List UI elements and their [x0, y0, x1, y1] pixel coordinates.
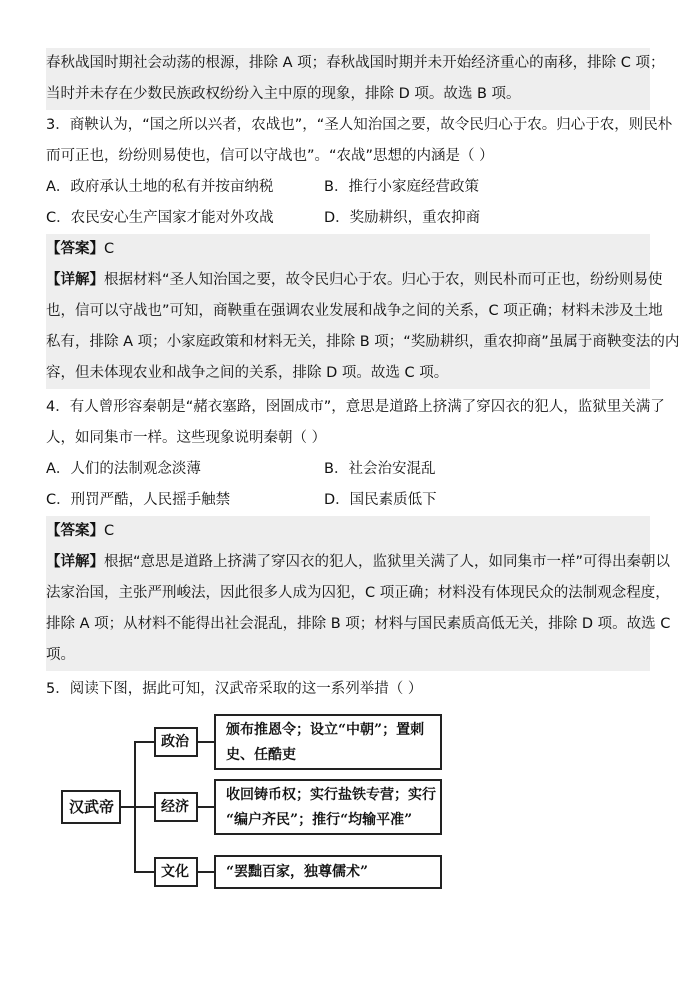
diagram-economy-content: [214, 779, 442, 835]
question-stem-line: 3．商鞅认为，“国之所以兴者，农战也”，“圣人知治国之要，故令民归心于农。归心于农，则民朴: [46, 117, 673, 133]
question-stem-line: 4．有人曾形容秦朝是“赭衣塞路，囹圄成市”，意思是道路上挤满了穿囚衣的犯人，监狱里关满了: [46, 399, 665, 415]
q4-detail-line: 项。: [46, 647, 75, 663]
q3-detail-line: 容，但未体现农业和战争之间的关系，排除 D 项。故选 C 项。: [46, 365, 449, 381]
q3-option-b: B．推行小家庭经营政策: [324, 179, 479, 195]
diagram-branch-culture: [154, 857, 198, 887]
q3-answer-block: [46, 234, 680, 389]
q4-detail-line: [46, 547, 671, 578]
detail-label: 【详解】: [46, 272, 104, 288]
q3-option-c: C．农民安心生产国家才能对外攻战: [46, 210, 274, 226]
diagram-culture-content: [214, 855, 442, 889]
q3-detail-line: [46, 265, 663, 296]
detail-text: 根据材料“圣人知治国之要，故令民归心于农。归心于农，则民朴而可正也，纷纷则易使: [104, 272, 663, 288]
diagram-connector: [121, 806, 135, 808]
question-5-stem: [46, 674, 650, 705]
q3-answer: [46, 234, 650, 265]
diagram-branch-politics: [154, 727, 198, 757]
q4-option-b: B．社会治安混乱: [324, 461, 436, 477]
answer-value: C: [104, 523, 115, 539]
question-stem-line: 5．阅读下图，据此可知，汉武帝采取的这一系列举措（ ）: [46, 681, 423, 697]
branch-content-line: 颁布推恩令；设立“中朝”；置刺: [226, 722, 425, 738]
diagram-connector: [134, 741, 136, 872]
diagram-connector: [134, 806, 154, 808]
q4-option-c: C．刑罚严酷，人民摇手触禁: [46, 492, 231, 508]
question-4-stem: [46, 392, 665, 454]
previous-analysis: [46, 48, 665, 110]
diagram-connector: [198, 741, 214, 743]
branch-label: 文化: [161, 864, 189, 880]
q4-option-d: D．国民素质低下: [324, 492, 437, 508]
branch-label: 政治: [161, 734, 189, 750]
diagram-root-box: [61, 790, 121, 824]
branch-label: 经济: [161, 799, 189, 815]
branch-content-line: 史、任酷吏: [226, 747, 296, 763]
diagram-connector: [134, 871, 154, 873]
analysis-line: 春秋战国时期社会动荡的根源，排除 A 项；春秋战国时期并未开始经济重心的南移，排除 C 项；: [46, 55, 665, 71]
answer-label: 【答案】: [46, 523, 104, 539]
analysis-line: 当时并未存在少数民族政权纷纷入主中原的现象，排除 D 项。故选 B 项。: [46, 86, 521, 102]
q3-detail-line: 私有，排除 A 项；小家庭政策和材料无关，排除 B 项；“奖励耕织，重农抑商”虽属于商鞅变法的内: [46, 334, 680, 350]
detail-label: 【详解】: [46, 554, 104, 570]
q4-option-a: A．人们的法制观念淡薄: [46, 461, 201, 477]
diagram-connector: [134, 741, 154, 743]
diagram-politics-content: [214, 714, 442, 770]
q3-option-d: D．奖励耕织，重农抑商: [324, 210, 481, 226]
diagram-root-label: 汉武帝: [69, 798, 115, 816]
branch-content-line: 收回铸币权；实行盐铁专营；实行: [226, 787, 436, 803]
answer-label: 【答案】: [46, 241, 104, 257]
question-stem-line: 人，如同集市一样。这些现象说明秦朝（ ）: [46, 430, 327, 446]
question-3-stem: [46, 110, 673, 172]
answer-value: C: [104, 241, 115, 257]
branch-content-line: “编户齐民”；推行“均输平准”: [226, 812, 413, 828]
detail-text: 根据“意思是道路上挤满了穿囚衣的犯人，监狱里关满了人，如同集市一样”可得出秦朝以: [104, 554, 671, 570]
q3-option-a: A．政府承认土地的私有并按亩纳税: [46, 179, 274, 195]
q4-detail-line: 排除 A 项；从材料不能得出社会混乱，排除 B 项；材料与国民素质高低无关，排除 D 项。故选 C: [46, 616, 671, 632]
q4-answer: [46, 516, 650, 547]
q4-detail-line: 法家治国，主张严刑峻法，因此很多人成为囚犯，C 项正确；材料没有体现民众的法制观念程度，: [46, 585, 670, 601]
diagram-connector: [198, 806, 214, 808]
diagram-branch-economy: [154, 792, 198, 822]
diagram-connector: [198, 871, 214, 873]
branch-content-line: “罢黜百家，独尊儒术”: [226, 864, 369, 880]
q4-answer-block: [46, 516, 671, 671]
q3-detail-line: 也，信可以守战也”可知，商鞅重在强调农业发展和战争之间的关系，C 项正确；材料未涉及土地: [46, 303, 663, 319]
question-stem-line: 而可正也，纷纷则易使也，信可以守战也”。“农战”思想的内涵是（ ）: [46, 148, 494, 164]
